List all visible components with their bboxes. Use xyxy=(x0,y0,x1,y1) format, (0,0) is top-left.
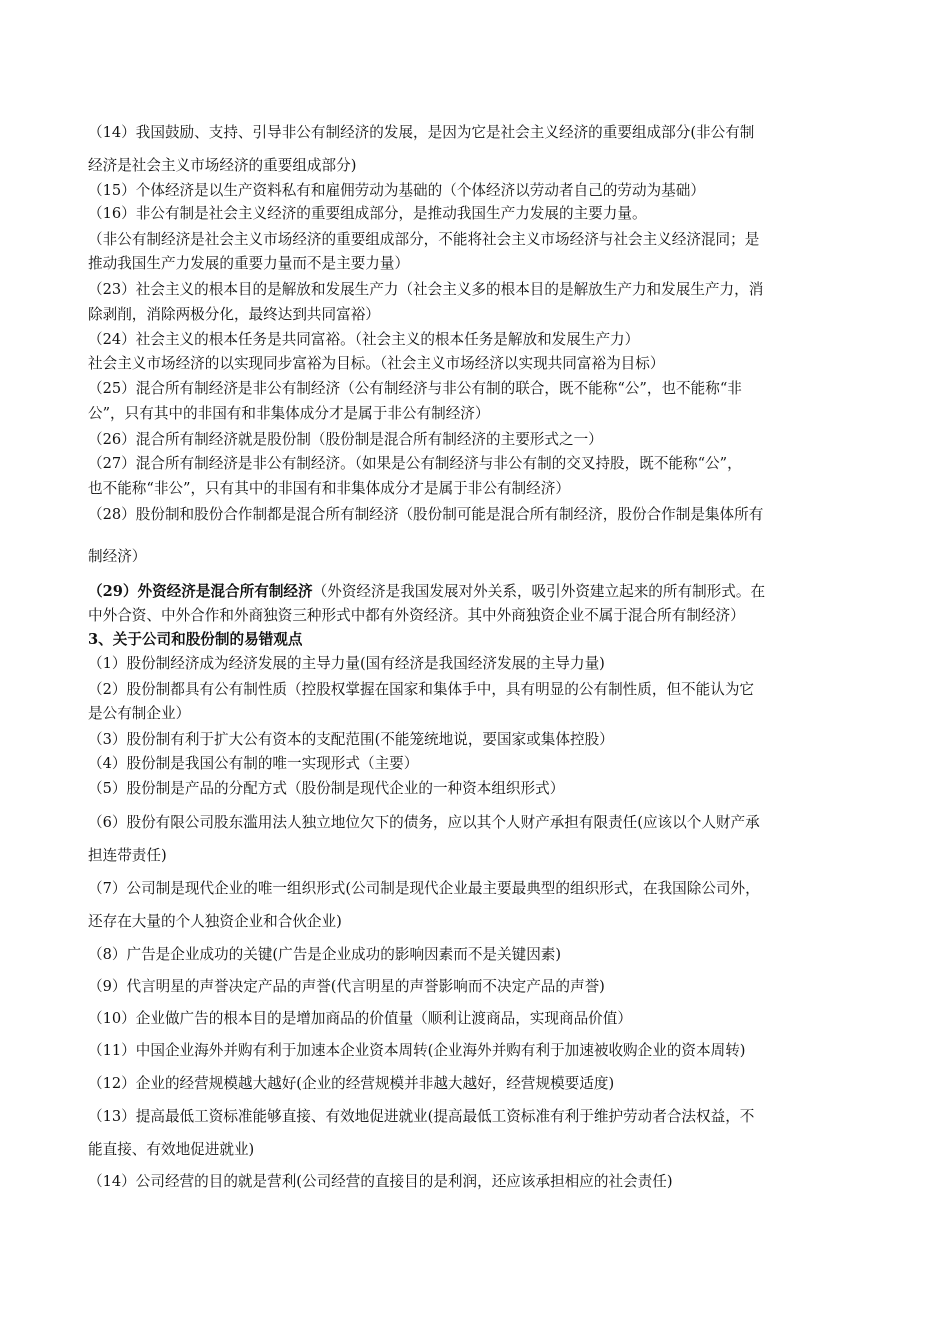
line-text: （13）提高最低工资标准能够直接、有效地促进就业(提高最低工资标准有利于维护劳动者合法权益，不 xyxy=(88,1108,755,1125)
line-text: 除剥削，消除两极分化，最终达到共同富裕） xyxy=(88,306,380,323)
line-text: （5）股份制是产品的分配方式（股份制是现代企业的一种资本组织形式） xyxy=(88,780,565,797)
line-text: （3）股份制有利于扩大公有资本的支配范围(不能笼统地说，要国家或集体控股） xyxy=(88,731,614,748)
line-text: （26）混合所有制经济就是股份制（股份制是混合所有制经济的主要形式之一） xyxy=(88,431,603,448)
text-line xyxy=(88,479,878,499)
line-text: （1）股份制经济成为经济发展的主导力量(国有经济是我国经济发展的主导力量) xyxy=(88,655,605,672)
line-text: （23）社会主义的根本目的是解放和发展生产力（社会主义多的根本目的是解放生产力和发展生产力，消 xyxy=(88,281,764,298)
line-text: （12）企业的经营规模越大越好(企业的经营规模并非越大越好，经营规模要适度) xyxy=(88,1075,615,1092)
line-text: （6）股份有限公司股东滥用法人独立地位欠下的债务，应以其个人财产承担有限责任(应该以个人财产承 xyxy=(88,814,760,831)
text-line xyxy=(88,354,878,374)
text-line xyxy=(88,813,878,833)
text-line xyxy=(88,430,878,450)
text-line xyxy=(88,654,878,674)
text-line xyxy=(88,1172,878,1192)
text-line xyxy=(88,879,878,899)
text-line xyxy=(88,254,878,274)
bold-text: （29）外资经济是混合所有制经济 xyxy=(88,583,313,600)
line-text: （25）混合所有制经济是非公有制经济（公有制经济与非公有制的联合，既不能称“公”，也不能称“非 xyxy=(88,380,742,397)
text-line xyxy=(88,846,878,866)
line-text: 是公有制企业） xyxy=(88,705,191,722)
line-text: 经济是社会主义市场经济的重要组成部分) xyxy=(88,157,357,174)
text-line xyxy=(88,305,878,325)
line-text: （外资经济是我国发展对外关系，吸引外资建立起来的所有制形式。在 xyxy=(312,583,766,600)
line-text: 社会主义市场经济的以实现同步富裕为目标。（社会主义市场经济以实现共同富裕为目标） xyxy=(88,355,665,372)
line-text: （2）股份制都具有公有制性质（控股权掌握在国家和集体手中，具有明显的公有制性质，但不能认为它 xyxy=(88,681,755,698)
text-line xyxy=(88,1107,878,1127)
line-text: 也不能称“非公”，只有其中的非国有和非集体成分才是属于非公有制经济） xyxy=(88,480,570,497)
text-line xyxy=(88,912,878,932)
line-text: （27）混合所有制经济是非公有制经济。（如果是公有制经济与非公有制的交叉持股，既不能称“公”， xyxy=(88,455,742,472)
text-line xyxy=(88,680,878,700)
line-text: 担连带责任) xyxy=(88,847,167,864)
line-text: 公”，只有其中的非国有和非集体成分才是属于非公有制经济） xyxy=(88,405,490,422)
text-line xyxy=(88,704,878,724)
line-text: （28）股份制和股份合作制都是混合所有制经济（股份制可能是混合所有制经济，股份合作制是集体所有 xyxy=(88,506,764,523)
line-text: （7）公司制是现代企业的唯一组织形式(公司制是现代企业最主要最典型的组织形式，在我国除公司外， xyxy=(88,880,760,897)
text-line xyxy=(88,977,878,997)
text-line xyxy=(88,230,878,250)
line-text: （14）我国鼓励、支持、引导非公有制经济的发展，是因为它是社会主义经济的重要组成部分(非公有制 xyxy=(88,124,755,141)
text-line xyxy=(88,945,878,965)
text-line xyxy=(88,730,878,750)
text-line xyxy=(88,330,878,350)
text-line xyxy=(88,582,878,602)
line-text: （4）股份制是我国公有制的唯一实现形式（主要） xyxy=(88,755,419,772)
text-line xyxy=(88,123,878,143)
line-text: 制经济） xyxy=(88,548,147,565)
text-line xyxy=(88,1074,878,1094)
text-line xyxy=(88,547,878,567)
line-text: （14）公司经营的目的就是营利(公司经营的直接目的是利润，还应该承担相应的社会责任) xyxy=(88,1173,673,1190)
text-line xyxy=(88,404,878,424)
text-line xyxy=(88,1009,878,1029)
line-text: （10）企业做广告的根本目的是增加商品的价值量（顺利让渡商品，实现商品价值） xyxy=(88,1010,632,1027)
line-text: 中外合资、中外合作和外商独资三种形式中都有外资经济。其中外商独资企业不属于混合所有制经济） xyxy=(88,607,745,624)
text-line xyxy=(88,156,878,176)
line-text: （9）代言明星的声誉决定产品的声誉(代言明星的声誉影响而不决定产品的声誉) xyxy=(88,978,605,995)
text-line xyxy=(88,505,878,525)
line-text: （11）中国企业海外并购有利于加速本企业资本周转(企业海外并购有利于加速被收购企业的资本周转) xyxy=(88,1042,746,1059)
text-line xyxy=(88,204,878,224)
line-text: （16）非公有制是社会主义经济的重要组成部分，是推动我国生产力发展的主要力量。 xyxy=(88,205,647,222)
text-line xyxy=(88,779,878,799)
line-text: （24）社会主义的根本任务是共同富裕。（社会主义的根本任务是解放和发展生产力） xyxy=(88,331,640,348)
text-line xyxy=(88,379,878,399)
text-line xyxy=(88,454,878,474)
line-text: （非公有制经济是社会主义市场经济的重要组成部分，不能将社会主义市场经济与社会主义经济混同；是 xyxy=(88,231,760,248)
line-text: 能直接、有效地促进就业) xyxy=(88,1141,255,1158)
line-text: （8）广告是企业成功的关键(广告是企业成功的影响因素而不是关键因素) xyxy=(88,946,562,963)
line-text: 推动我国生产力发展的重要力量而不是主要力量） xyxy=(88,255,410,272)
text-line xyxy=(88,630,878,650)
text-line xyxy=(88,1041,878,1061)
bold-text: 3、关于公司和股份制的易错观点 xyxy=(88,631,303,648)
text-line xyxy=(88,606,878,626)
text-line xyxy=(88,1140,878,1160)
line-text: 还存在大量的个人独资企业和合伙企业) xyxy=(88,913,342,930)
text-line xyxy=(88,754,878,774)
text-line xyxy=(88,181,878,201)
line-text: （15）个体经济是以生产资料私有和雇佣劳动为基础的（个体经济以劳动者自己的劳动为基础） xyxy=(88,182,705,199)
text-line xyxy=(88,280,878,300)
